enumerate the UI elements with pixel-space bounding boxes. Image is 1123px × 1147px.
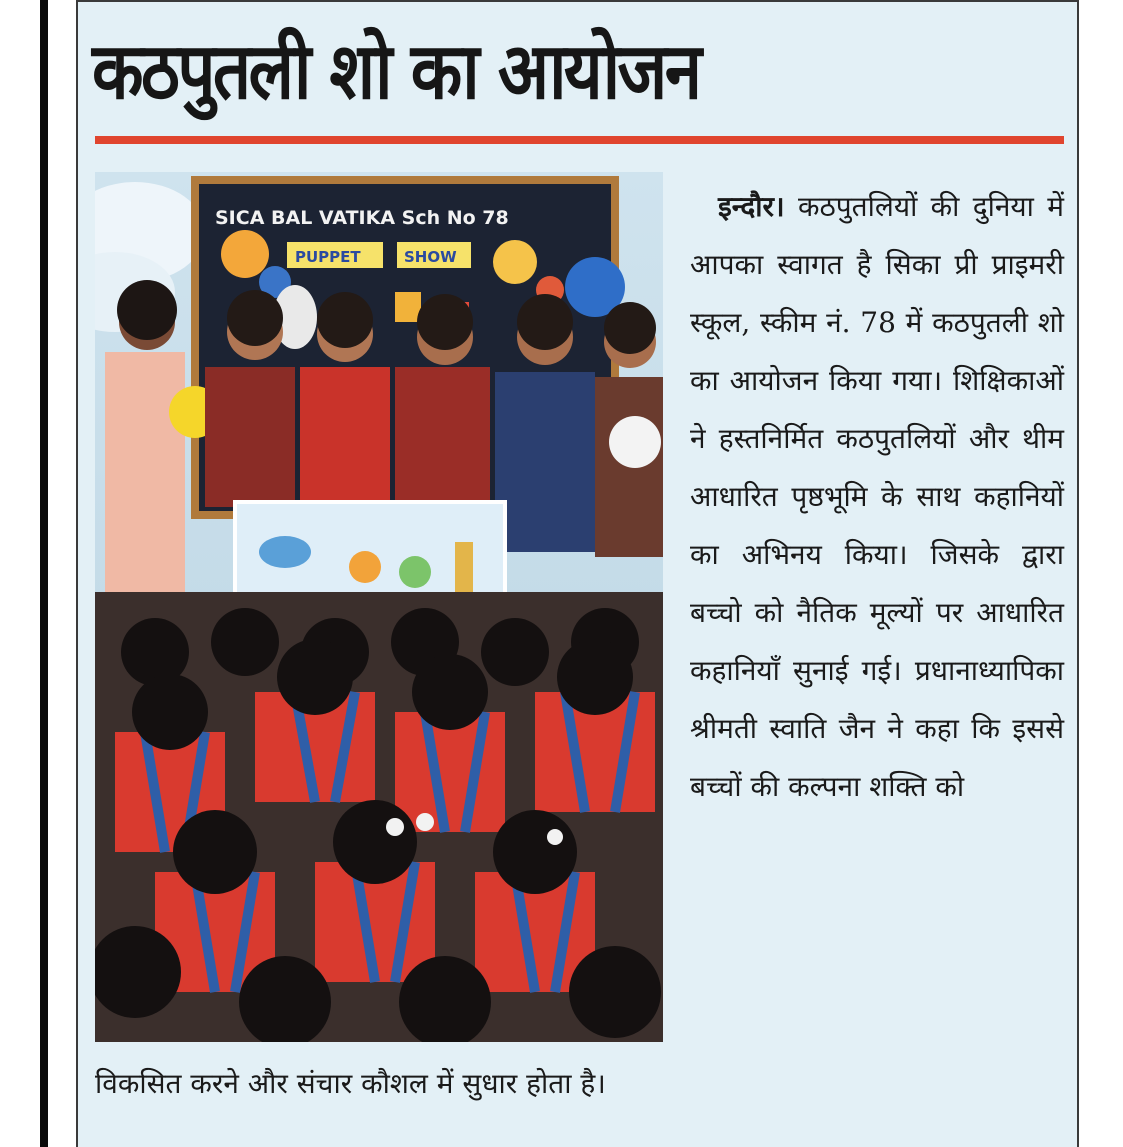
page-edge-bar [40, 0, 48, 1147]
headline: कठपुतली शो का आयोजन [92, 27, 700, 117]
sign-puppet: PUPPET [295, 248, 361, 266]
body-column-text: कठपुतलियों की दुनिया में आपका स्वागत है सिका प्री प्राइमरी स्कूल, स्कीम नं. 78 में कठपुतली शो का आयोजन किया गया। शिक्षिकाओं ने हस्तनिर्मित कठपुतलियों और थीम आधारित पृष्ठभूमि के साथ कहानियों का अभिनय किया। जिसके द्वारा बच्चो को नैतिक मूल्यों पर आधारित कहानियाँ सुनाई गई। प्रधानाध्यापिका श्रीमती स्वाति जैन ने कहा कि इससे बच्चों की कल्पना शक्ति को [690, 190, 1065, 803]
article-paragraph [690, 178, 1064, 816]
dateline: इन्दौर। [718, 190, 785, 223]
article-tail-text: विकसित करने और संचार कौशल में सुधार होता है। [95, 1067, 606, 1100]
headline-rule [95, 136, 1064, 144]
article-body-column [690, 178, 1064, 816]
sign-show: SHOW [404, 248, 457, 266]
banner-text: SICA BAL VATIKA Sch No 78 [215, 207, 509, 229]
news-clipping [76, 0, 1079, 1147]
event-photo [95, 172, 663, 1042]
